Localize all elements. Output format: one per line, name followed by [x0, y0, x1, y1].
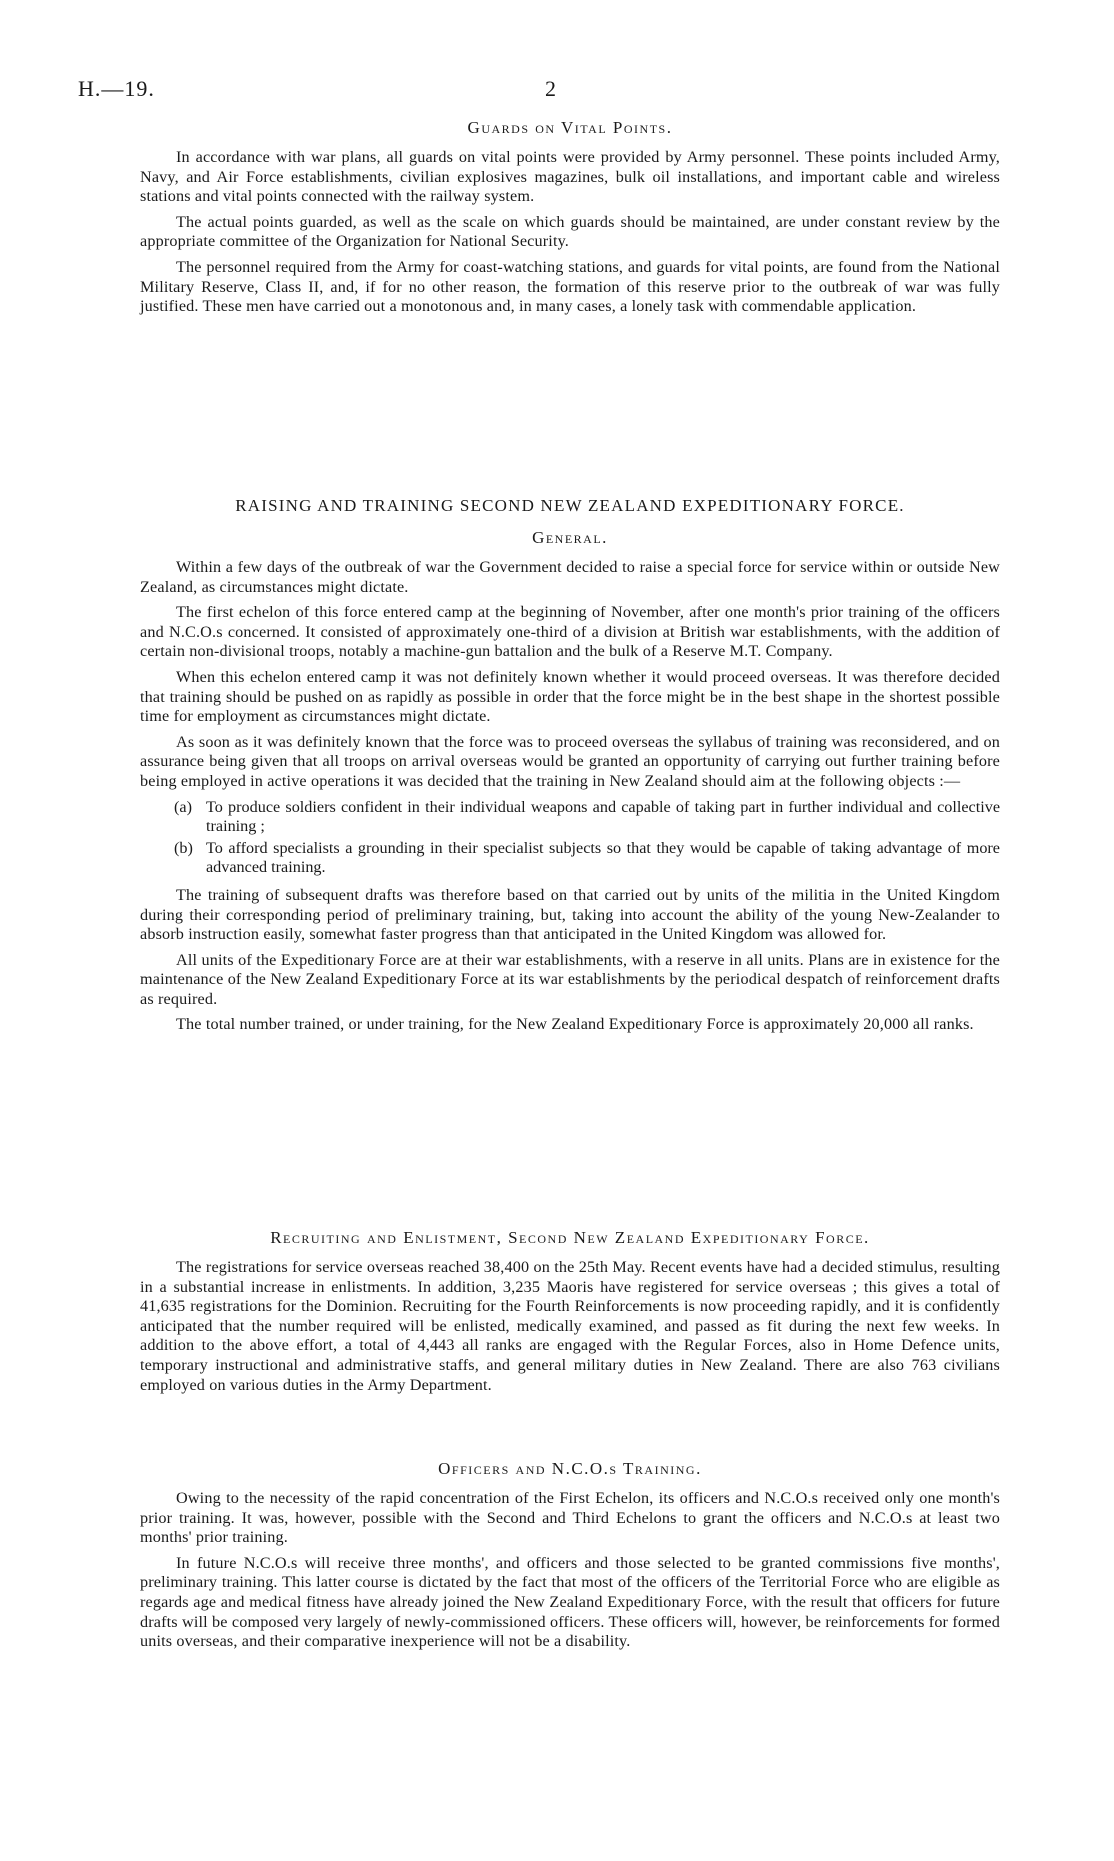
paragraph: In accordance with war plans, all guards on vital points were provided by Army personnel. These points included Army, Navy, and Air Force establishments, civilian explosives magazines, bulk oil installations, and important cable and wireless stations and vital points connected with the railway system.	[140, 148, 1000, 206]
objects-list	[140, 798, 1000, 878]
paragraph: The total number trained, or under training, for the New Zealand Expeditionary Force is approximately 20,000 all ranks.	[176, 1015, 974, 1034]
list-text: To afford specialists a grounding in their specialist subjects so that they would be capable of taking advantage of more advanced training.	[206, 838, 1000, 877]
list-text: To produce soldiers confident in their individual weapons and capable of taking part in further individual and collective training ;	[206, 797, 1000, 836]
section-heading: General.	[532, 528, 608, 547]
list-marker: (b)	[174, 838, 193, 857]
paragraph: The registrations for service overseas reached 38,400 on the 25th May. Recent events have had a decided stimulus, resulting in a substantial increase in enlistments. In addition, 3,235 Maoris have registered for service overseas ; this gives a total of 41,635 registrations for the Dominion. Recruiting for the Fourth Reinforcements is now proceeding rapidly, and it is confidently anticipated that the number required will be enlisted, medically examined, and passed as fit during the next few weeks. In addition to the above effort, a total of 4,443 all ranks are engaged with the Regular Forces, also in Home Defence units, temporary instructional and administrative staffs, and general military duties in New Zealand. There are also 763 civilians employed on various duties in the Army Department.	[140, 1258, 1000, 1394]
paragraph: In future N.C.O.s will receive three months', and officers and those selected to be granted commissions five months', preliminary training. This latter course is dictated by the fact that most of the officers of the Territorial Force who are eligible as regards age and medical fitness have already joined the New Zealand Expeditionary Force, with the result that officers for future drafts will be composed very largely of newly-commissioned officers. These officers will, however, be reinforcements for formed units overseas, and their comparative inexperience will not be a disability.	[140, 1553, 1000, 1651]
section-officers-training	[140, 1459, 1000, 1658]
list-marker: (a)	[174, 797, 192, 816]
paragraph: The first echelon of this force entered camp at the beginning of November, after one month's prior training of the officers and N.C.O.s concerned. It consisted of approximately one-third of a division at British war establishments, with the addition of certain non-divisional troops, notably a machine-gun battalion and the bulk of a Reserve M.T. Company.	[140, 603, 1000, 661]
main-heading: RAISING AND TRAINING SECOND NEW ZEALAND EXPEDITIONARY FORCE.	[235, 496, 905, 515]
section-heading: Recruiting and Enlistment, Second New Zealand Expeditionary Force.	[270, 1228, 870, 1247]
list-item	[140, 839, 1000, 878]
page-number: 2	[545, 76, 556, 101]
section-heading: Officers and N.C.O.s Training.	[438, 1459, 702, 1478]
paragraph: All units of the Expeditionary Force are at their war establishments, with a reserve in all units. Plans are in existence for the maintenance of the New Zealand Expeditionary Force at its war establishments by the periodical despatch of reinforcement drafts as required.	[140, 950, 1000, 1008]
section-heading: Guards on Vital Points.	[467, 118, 673, 137]
section-guards-vital-points	[140, 118, 1000, 323]
section-raising-training	[140, 496, 1000, 1041]
paragraph: The personnel required from the Army for coast-watching stations, and guards for vital points, are found from the National Military Reserve, Class II, and, if for no other reason, the formation of this reserve prior to the outbreak of war was fully justified. These men have carried out a monotonous and, in many cases, a lonely task with commendable application.	[140, 257, 1000, 316]
list-item	[140, 798, 1000, 837]
document-reference: H.—19.	[78, 76, 155, 101]
paragraph: Owing to the necessity of the rapid concentration of the First Echelon, its officers and N.C.O.s received only one month's prior training. It was, however, possible with the Second and Third Echelons to grant the officers and N.C.O.s at least two months' prior training.	[140, 1489, 1000, 1547]
paragraph: When this echelon entered camp it was not definitely known whether it would proceed overseas. It was therefore decided that training should be pushed on as rapidly as possible in order that the force might be in the best shape in the shortest possible time for employment as circumstances might dictate.	[140, 667, 1000, 726]
paragraph: The actual points guarded, as well as the scale on which guards should be maintained, are under constant review by the appropriate committee of the Organization for National Security.	[140, 212, 1000, 251]
paragraph: Within a few days of the outbreak of war the Government decided to raise a special force for service within or outside New Zealand, as circumstances might dictate.	[140, 558, 1000, 596]
section-recruiting-enlistment	[140, 1228, 1000, 1401]
paragraph: As soon as it was definitely known that the force was to proceed overseas the syllabus of training was reconsidered, and on assurance being given that all troops on arrival overseas would be granted an opportunity of carrying out further training before being employed in active operations it was decided that the training in New Zealand should aim at the following objects :—	[140, 732, 1000, 790]
paragraph: The training of subsequent drafts was therefore based on that carried out by units of the militia in the United Kingdom during their corresponding period of preliminary training, but, taking into account the ability of the young New-Zealander to absorb instruction easily, somewhat faster progress than that anticipated in the United Kingdom was allowed for.	[140, 885, 1000, 944]
